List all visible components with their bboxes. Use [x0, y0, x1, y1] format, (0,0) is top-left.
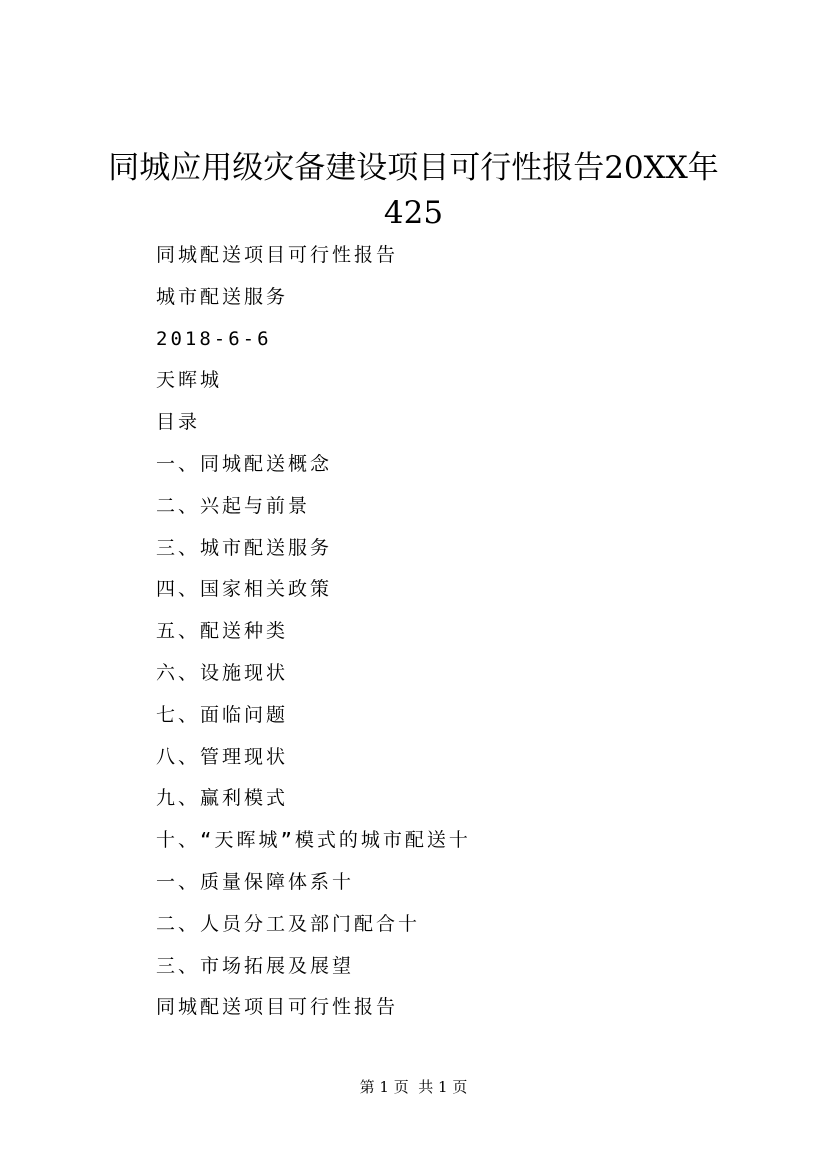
- body-line: 城市配送服务: [156, 285, 289, 308]
- toc-item: 二、人员分工及部门配合十: [156, 912, 421, 935]
- toc-item: 五、配送种类: [156, 620, 289, 643]
- page-footer: [0, 1077, 827, 1097]
- toc-item: 十、“天晖城”模式的城市配送十: [156, 829, 471, 852]
- toc-item: 一、质量保障体系十: [156, 870, 355, 893]
- page-number: 第 1 页 共 1 页: [359, 1078, 468, 1096]
- document-title: [60, 146, 767, 236]
- toc-item: 三、市场拓展及展望: [156, 954, 355, 977]
- toc-item: 九、赢利模式: [156, 787, 289, 810]
- title-line-2: 425: [383, 195, 444, 231]
- toc-item: 二、兴起与前景: [156, 494, 311, 517]
- toc-item: 六、设施现状: [156, 661, 289, 684]
- toc-item: 一、同城配送概念: [156, 452, 333, 475]
- body-line: 2018-6-6: [156, 327, 272, 350]
- toc-item: 八、管理现状: [156, 745, 289, 768]
- title-line-1: 同城应用级灾备建设项目可行性报告20XX年: [108, 150, 719, 186]
- toc-heading: 目录: [156, 411, 201, 434]
- body-line: 天晖城: [156, 369, 223, 392]
- body-line: 同城配送项目可行性报告: [156, 244, 399, 266]
- toc-item: 三、城市配送服务: [156, 536, 333, 559]
- toc-item: 四、国家相关政策: [156, 578, 333, 601]
- toc-item: 七、面临问题: [156, 703, 289, 726]
- document-body: [156, 238, 776, 1032]
- body-line: 同城配送项目可行性报告: [156, 996, 399, 1019]
